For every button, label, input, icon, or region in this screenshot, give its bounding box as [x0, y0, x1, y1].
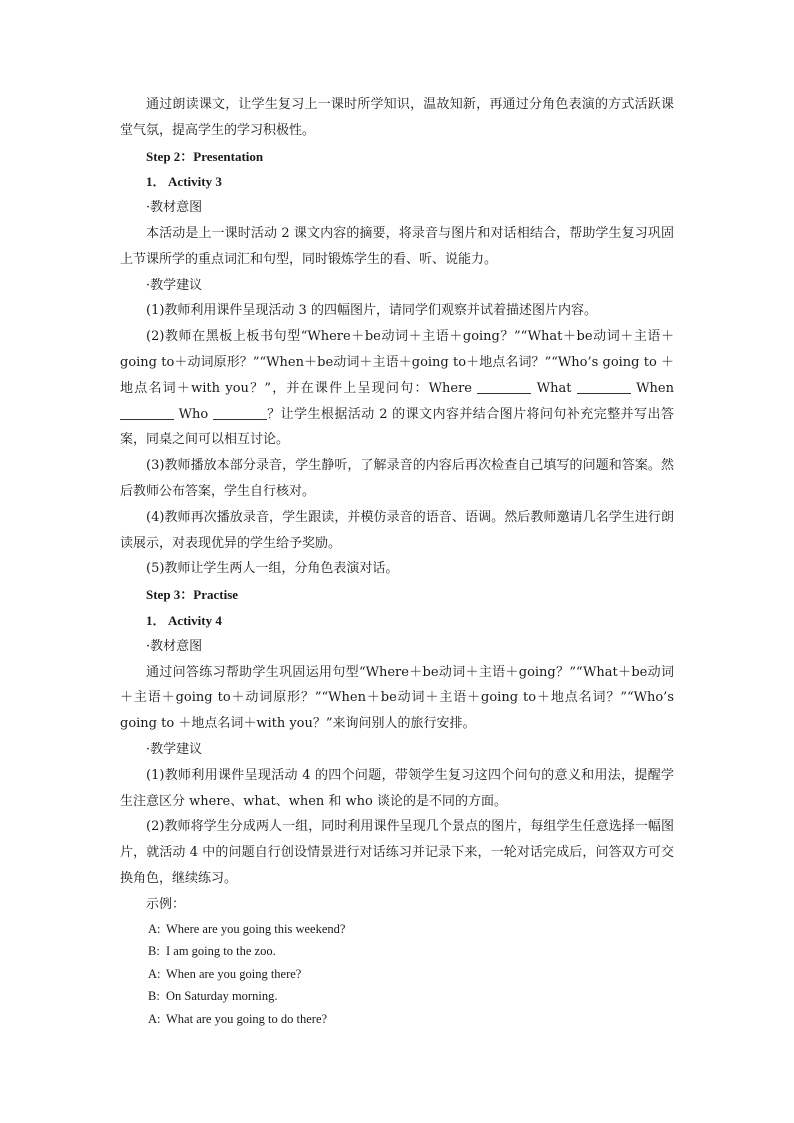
activity4-intent-text: 通过问答练习帮助学生巩固运用句型“Where＋be动词＋主语＋going？”“What＋be动词＋主语＋going to＋动词原形？”“When＋be动词＋主语＋going to＋地点名词？”“Who’s going to ＋地点名词＋with you？”来询问别人的旅行安排。	[120, 664, 674, 732]
activity3-intent-label: ·教材意图	[146, 200, 203, 216]
utterance: When are you going there?	[166, 966, 302, 981]
utterance: I am going to the zoo.	[166, 944, 276, 959]
speaker: B:	[148, 944, 160, 959]
document-page	[120, 92, 674, 1030]
dialogue-line	[120, 963, 674, 986]
activity4-item1: (1)教师利用课件呈现活动 4 的四个问题，带领学生复习这四个问句的意义和用法，提醒学生注意区分 where、what、when 和 who 谈论的是不同的方面。	[120, 767, 674, 809]
item2-what: What	[536, 380, 572, 396]
speaker: A:	[148, 1011, 161, 1026]
who-blank	[213, 406, 267, 420]
step3-heading: Step 3：Practise	[146, 587, 239, 603]
speaker: A:	[148, 921, 161, 936]
activity3-item1: (1)教师利用课件呈现活动 3 的四幅图片，请同学们观察并试着描述图片内容。	[146, 303, 597, 319]
utterance: On Saturday morning.	[166, 989, 278, 1004]
activity3-item5: (5)教师让学生两人一组，分角色表演对话。	[146, 561, 399, 577]
what-blank	[577, 380, 631, 394]
activity3-item2	[120, 324, 674, 453]
utterance: Where are you going this weekend?	[166, 921, 346, 936]
item2-who: Who	[178, 406, 209, 422]
speaker: A:	[148, 966, 161, 981]
activity3-intent-text: 本活动是上一课时活动 2 课文内容的摘要，将录音与图片和对话相结合，帮助学生复习巩固上节课所学的重点词汇和句型，同时锻炼学生的看、听、说能力。	[120, 225, 674, 267]
activity4-intent-label: ·教材意图	[146, 638, 203, 654]
utterance: What are you going to do there?	[166, 1011, 328, 1026]
activity3-item4: (4)教师再次播放录音，学生跟读，并模仿录音的语音、语调。然后教师邀请几名学生进行朗读展示，对表现优异的学生给予奖励。	[120, 509, 674, 551]
item2-text-part1: (2)教师在黑板上板书句型“Where＋be动词＋主语＋going？”“What＋be动词＋主语＋going to＋动词原形？”“When＋be动词＋主语＋going to＋地点名词？”“Who’s going to ＋地点名词＋with you？”，并在课件上呈现问句：Where	[120, 329, 674, 396]
activity4-advice-label: ·教学建议	[146, 741, 203, 757]
speaker: B:	[148, 989, 160, 1004]
activity4-heading: 1． Activity 4	[146, 612, 222, 628]
item2-text-part2: ？让学生根据活动 2 的课文内容并结合图片将问句补充完整并写出答案，同桌之间可以相互讨论。	[120, 406, 674, 448]
intro-paragraph: 通过朗读课文，让学生复习上一课时所学知识，温故知新，再通过分角色表演的方式活跃课堂气氛，提高学生的学习积极性。	[120, 97, 674, 138]
activity4-item2: (2)教师将学生分成两人一组，同时利用课件呈现几个景点的图片，每组学生任意选择一幅图片，就活动 4 中的问题自行创设情景进行对话练习并记录下来，一轮对话完成后，问答双方可交换角色，继续练习。	[120, 819, 674, 886]
dialogue-line	[120, 918, 674, 941]
activity3-advice-label: ·教学建议	[146, 277, 203, 293]
example-label: 示例：	[146, 896, 186, 912]
step2-heading: Step 2：Presentation	[146, 148, 264, 164]
dialogue-line	[120, 940, 674, 963]
item2-when: When	[636, 380, 674, 396]
activity3-item3: (3)教师播放本部分录音，学生静听，了解录音的内容后再次检查自己填写的问题和答案。然后教师公布答案，学生自行核对。	[120, 458, 674, 499]
dialogue-line	[120, 985, 674, 1008]
where-blank	[477, 380, 531, 394]
activity3-heading: 1． Activity 3	[146, 174, 222, 190]
dialogue-line	[120, 1008, 674, 1031]
when-blank	[120, 406, 174, 420]
example-dialogue	[120, 918, 674, 1031]
